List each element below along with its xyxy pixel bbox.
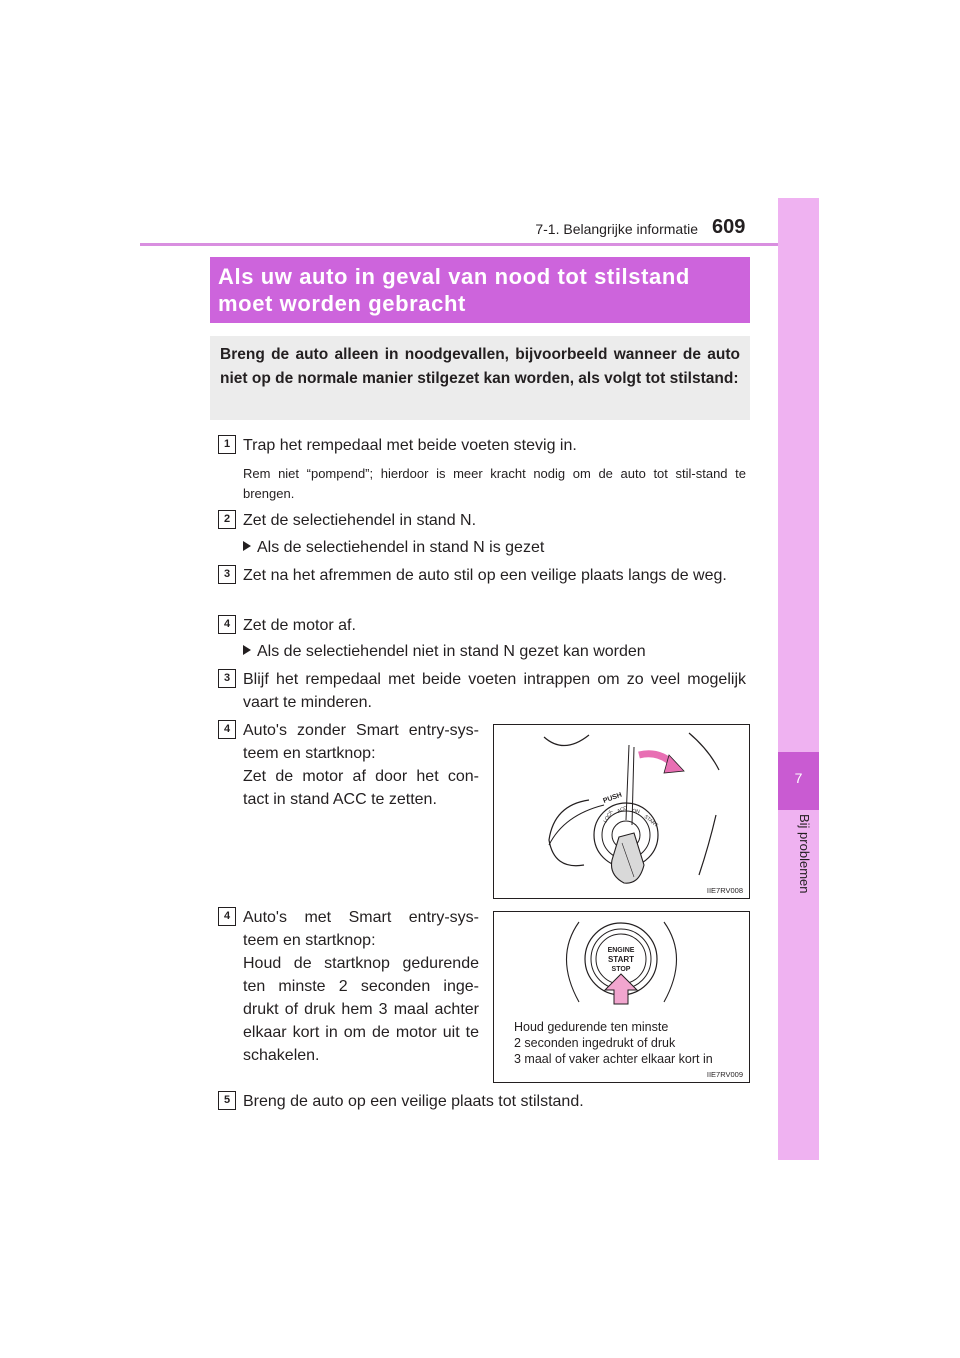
- step-2-text: Zet de selectiehendel in stand N.: [243, 512, 477, 529]
- step-4b2-line2: teem en startknop:: [243, 932, 376, 949]
- arrow-icon: [243, 645, 251, 655]
- step-badge-1: 1: [218, 435, 236, 454]
- step-4b2-line5: drukt of druk hem 3 maal achter: [243, 1001, 479, 1018]
- header-rule: [140, 243, 816, 246]
- figure1-code: IIE7RV008: [706, 886, 743, 895]
- step-badge-2: 2: [218, 510, 236, 529]
- step-3a-text: Zet na het afremmen de auto stil op een veilige plaats langs de weg.: [243, 567, 727, 584]
- pos-on: ON: [631, 808, 641, 816]
- chapter-number: 7: [794, 770, 803, 786]
- step-4b2-line1: Auto's met Smart entry-sys-: [243, 909, 479, 926]
- pos-acc: ACC: [616, 804, 629, 815]
- step-4a-text: Zet de motor af.: [243, 617, 356, 634]
- step-1-note: Rem niet “pompend”; hierdoor is meer kracht nodig om de auto tot stil-stand te brengen.: [243, 466, 746, 501]
- chapter-label: Bij problemen: [797, 814, 812, 894]
- step-badge-3a: 3: [218, 565, 236, 584]
- case-b-label: Als de selectiehendel niet in stand N gezet kan worden: [257, 643, 646, 660]
- section-title-line1: Als uw auto in geval van nood tot stilstand: [218, 264, 690, 289]
- step-4b1-line3: Zet de motor af door het con-: [243, 768, 479, 785]
- push-label: PUSH: [602, 791, 623, 805]
- step-4b1-line4: tact in stand ACC te zetten.: [243, 791, 437, 808]
- ignition-key-illustration: [494, 725, 749, 898]
- step-4b2-line7: schakelen.: [243, 1047, 320, 1064]
- case-b-heading: [243, 643, 646, 661]
- start-button-illustration: [494, 912, 749, 1022]
- section-title: [210, 257, 750, 323]
- section-title-line2: moet worden gebracht: [218, 291, 466, 316]
- section-header: 7-1. Belangrijke informatie: [535, 221, 698, 237]
- figure2-caption-2: 2 seconden ingedrukt of druk: [514, 1036, 676, 1050]
- step-badge-4b2: 4: [218, 907, 236, 926]
- button-line2: START: [607, 955, 635, 964]
- page-number: 609: [712, 216, 746, 238]
- start-button-figure: [493, 911, 750, 1083]
- figure2-code: IIE7RV009: [706, 1070, 743, 1079]
- pos-lock: LOCK: [602, 809, 615, 824]
- button-line1: ENGINE: [607, 947, 635, 954]
- chapter-tab-strip: [778, 198, 819, 1160]
- step-4b2-line4: ten minste 2 seconden inge-: [243, 978, 479, 995]
- step-badge-4b1: 4: [218, 720, 236, 739]
- button-line3: STOP: [611, 966, 631, 973]
- step-5-text: Breng de auto op een veilige plaats tot stilstand.: [243, 1093, 584, 1110]
- intro-box: Breng de auto alleen in noodgevallen, bijvoorbeeld wanneer de auto niet op de normale manier stilgezet kan worden, als volgt tot stilstand:: [210, 336, 750, 420]
- ignition-key-figure: [493, 724, 750, 899]
- step-badge-3b: 3: [218, 669, 236, 688]
- step-4b2-line3: Houd de startknop gedurende: [243, 955, 479, 972]
- step-4b1-line1: Auto's zonder Smart entry-sys-: [243, 722, 479, 739]
- figure2-caption-1: Houd gedurende ten minste: [514, 1020, 669, 1034]
- step-3b-text: Blijf het rempedaal met beide voeten intrappen om zo veel mogelijk vaart te minderen.: [243, 671, 746, 711]
- step-4b2-line6: elkaar kort in om de motor uit te: [243, 1024, 479, 1041]
- arrow-icon: [243, 541, 251, 551]
- figure2-caption-3: 3 maal of vaker achter elkaar kort in: [514, 1052, 713, 1066]
- step-4b1-line2: teem en startknop:: [243, 745, 376, 762]
- step-badge-4a: 4: [218, 615, 236, 634]
- case-a-heading: [243, 539, 544, 557]
- step-4b1-text: [243, 719, 479, 811]
- pos-start: START: [642, 813, 659, 829]
- step-4b2-text: [243, 906, 479, 1067]
- step-badge-5: 5: [218, 1091, 236, 1110]
- step-1-text: Trap het rempedaal met beide voeten stevig in.: [243, 437, 577, 454]
- case-a-label: Als de selectiehendel in stand N is gezet: [257, 539, 545, 556]
